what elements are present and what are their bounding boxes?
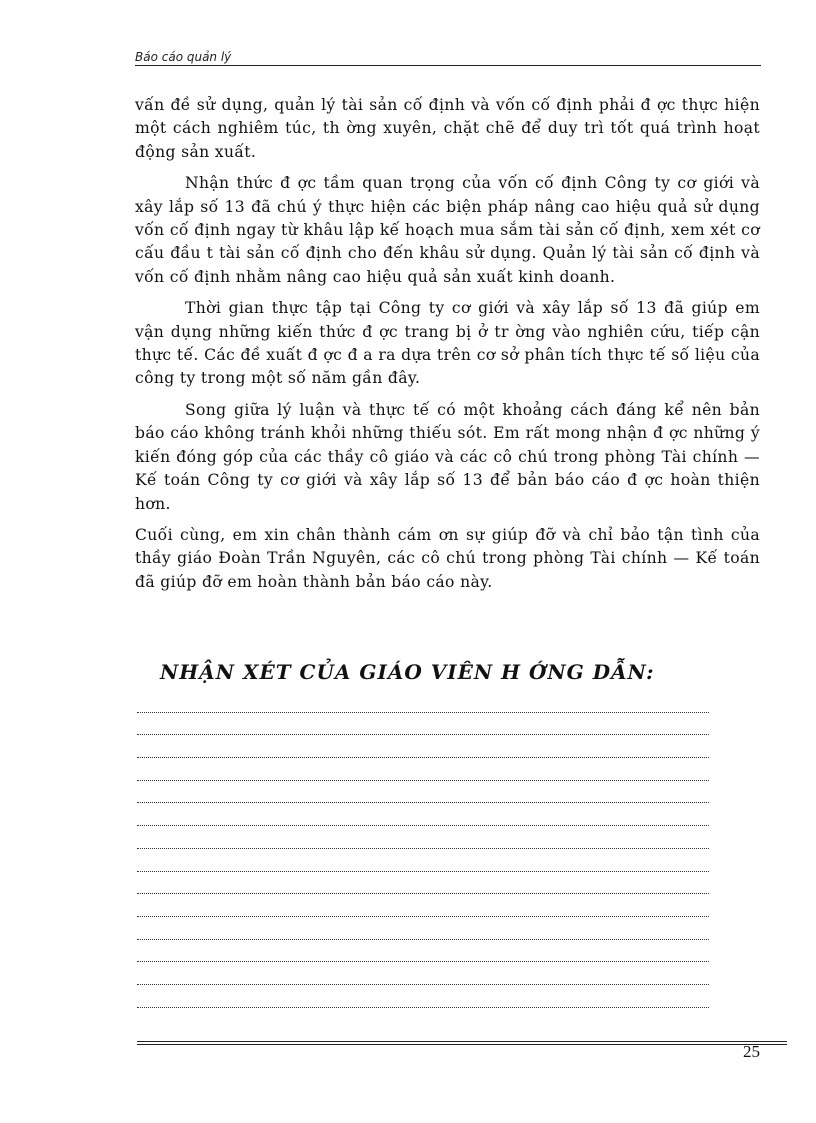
body-text [135,94,760,602]
dotted-line [137,735,709,758]
dotted-line [137,917,709,940]
paragraph-1: vấn đề sử dụng, quản lý tài sản cố định và vốn cố định phải đ ợc thực hiện một cách nghiêm túc, th ờng xuyên, chặt chẽ để duy trì tốt quá trình hoạt động sản xuất. [135,96,760,161]
paragraph-4: Song giữa lý luận và thực tế có một khoảng cách đáng kể nên bản báo cáo không tránh khỏi những thiếu sót. Em rất mong nhận đ ợc những ý kiến đóng góp của các thầy cô giáo và các cô chú trong phòng Tài chính — Kế toán Công ty cơ giới và xây lắp số 13 để bản báo cáo đ ợc hoàn thiện hơn. [135,400,760,513]
paragraph-3: Thời gian thực tập tại Công ty cơ giới và xây lắp số 13 đã giúp em vận dụng những kiến thức đ ợc trang bị ở tr ờng vào nghiên cứu, tiếp cận thực tế. Các đề xuất đ ợc đ a ra dựa trên cơ sở phân tích thực tế số liệu của công ty trong một số năm gần đây. [135,299,760,388]
footer-double-rule [137,1041,787,1045]
teacher-comment-title: NHẬN XÉT CỦA GIÁO VIÊN H ỚNG DẪN: [160,660,655,684]
page-number: 25 [743,1042,760,1061]
dotted-line [137,985,709,1008]
dotted-line [137,940,709,963]
dotted-line [137,713,709,736]
comment-dotted-lines [137,690,709,1008]
paragraph-5: Cuối cùng, em xin chân thành cám ơn sự giúp đỡ và chỉ bảo tận tình của thầy giáo Đoàn Trần Nguyên, các cô chú trong phòng Tài chính — Kế toán đã giúp đỡ em hoàn thành bản báo cáo này. [135,525,760,591]
paragraph-2: Nhận thức đ ợc tầm quan trọng của vốn cố định Công ty cơ giới và xây lắp số 13 đã chú ý thực hiện các biện pháp nâng cao hiệu quả sử dụng vốn cố định ngay từ khâu lập kế hoạch mua sắm tài sản cố định, xem xét cơ cấu đầu t tài sản cố định cho đến khâu sử dụng. Quản lý tài sản cố định và vốn cố định nhằm nâng cao hiệu quả sản xuất kinh doanh. [135,174,760,286]
dotted-line [137,803,709,826]
dotted-line [137,894,709,917]
page-header [135,50,761,66]
dotted-line [137,826,709,849]
header-title: Báo cáo quản lý [135,50,232,64]
dotted-line [137,849,709,872]
dotted-line [137,758,709,781]
dotted-line [137,872,709,895]
dotted-line [137,781,709,804]
dotted-line [137,962,709,985]
dotted-line [137,690,709,713]
